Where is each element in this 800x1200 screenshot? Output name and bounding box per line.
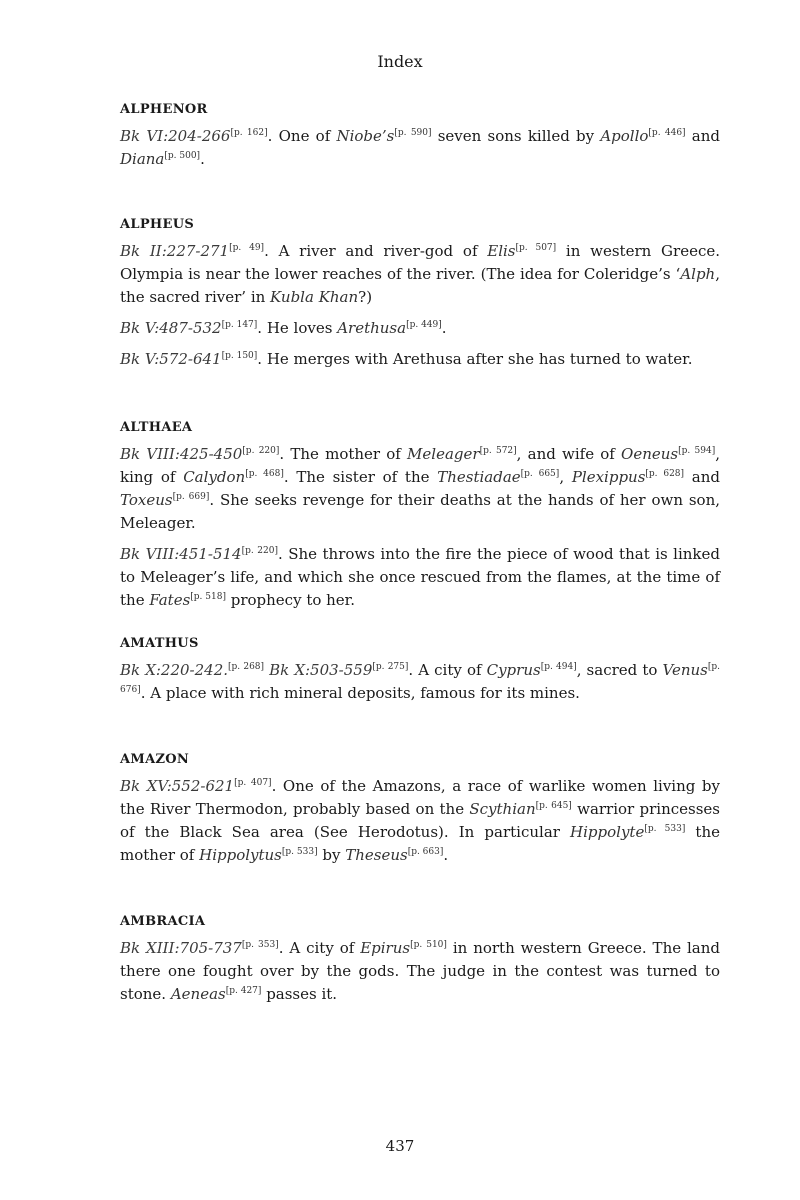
running-header: Index [377,52,423,71]
page-reference-link[interactable]: [p. 220] [241,546,278,556]
page-reference-link[interactable]: [p. 628] [645,469,685,479]
text: and [685,127,720,145]
text: . A place with rich mineral deposits, famous for its mines. [140,684,580,702]
text: . The mother of [279,445,408,463]
cross-reference-link[interactable]: Hippolyte [570,823,645,841]
index-entry-ambracia [120,914,720,1014]
entry-title: ALPHENOR [120,102,208,117]
text: warrior princesses of the Black Sea area (See Herodotus). In particular [120,800,720,841]
text: . [441,319,447,337]
italic-term: Kubla Khan [270,288,359,306]
cross-reference-link[interactable]: Theseus [345,846,408,864]
book-reference-link[interactable]: Bk VIII:425-450 [120,445,243,463]
page-number: 437 [385,1137,415,1155]
entry-paragraph [120,317,720,340]
text: . [443,846,449,864]
text: prophecy to her. [225,591,355,609]
page-reference-link[interactable]: [p. 518] [190,592,226,602]
text: . One of [267,127,337,145]
cross-reference-link[interactable]: Aeneas [170,985,226,1003]
book-reference-link[interactable]: Bk X:503-559 [269,661,373,679]
text: . A city of [278,939,361,957]
page-reference-link[interactable]: [p. 510] [410,940,447,950]
book-reference-link[interactable]: Bk V:487-532 [120,319,222,337]
cross-reference-link[interactable]: Plexippus [571,468,646,486]
page-reference-link[interactable]: [p. 533] [644,824,686,834]
text: by [317,846,346,864]
page-reference-link[interactable]: [p. 407] [234,778,272,788]
cross-reference-link[interactable]: Meleager [407,445,480,463]
cross-reference-link[interactable]: Epirus [360,939,411,957]
book-reference-link[interactable]: Bk X:220-242. [120,661,229,679]
page-reference-link[interactable]: [p. 275] [372,662,409,672]
text: , and wife of [516,445,622,463]
cross-reference-link[interactable]: Hippolytus [199,846,282,864]
text: passes it. [261,985,338,1003]
text: , sacred to [576,661,663,679]
page-reference-link[interactable]: [p. 507] [515,243,557,253]
text: the mother of [120,823,720,864]
entry-paragraph [120,348,720,371]
entry-paragraph [120,443,720,535]
cross-reference-link[interactable]: Scythian [469,800,536,818]
page-reference-link[interactable]: [p. 468] [245,469,284,479]
book-reference-link[interactable]: Bk VI:204-266 [120,127,231,145]
page-reference-link[interactable]: [p. 427] [225,986,262,996]
text: . One of the Amazons, a race of warlike women living by the River Thermodon, probably based on the [120,777,721,818]
page-reference-link[interactable]: [p. 645] [535,801,572,811]
book-reference-link[interactable]: Bk II:227-271 [120,242,230,260]
index-entry-alphenor [120,102,720,179]
text: and [684,468,720,486]
cross-reference-link[interactable]: Toxeus [120,491,173,509]
cross-reference-link[interactable]: Apollo [600,127,649,145]
text: seven sons killed by [431,127,601,145]
cross-reference-link[interactable]: Fates [149,591,191,609]
text: . The sister of the [283,468,438,486]
cross-reference-link[interactable]: Niobe’s [336,127,395,145]
entry-paragraph [120,125,720,171]
book-reference-link[interactable]: Bk XV:552-621 [120,777,235,795]
text: ?) [358,288,373,306]
italic-term: Alph [680,265,716,283]
page-reference-link[interactable]: [p. 268] [228,662,265,672]
cross-reference-link[interactable]: Calydon [183,468,246,486]
cross-reference-link[interactable]: Venus [662,661,708,679]
entry-paragraph [120,775,720,867]
book-reference-link[interactable]: Bk V:572-641 [120,350,222,368]
index-entry-amazon [120,752,720,875]
index-entry-alpheus [120,217,720,379]
text: , [559,468,572,486]
cross-reference-link[interactable]: Oeneus [621,445,679,463]
text: . She throws into the fire the piece of wood that is linked to Meleager’s life, and which she once rescued from the flames, at the time of the [120,545,720,609]
text: , king of [120,445,721,486]
cross-reference-link[interactable]: Diana [120,150,165,168]
text: . He loves [257,319,338,337]
page-reference-link[interactable]: [p. 663] [407,847,444,857]
entry-title: ALPHEUS [120,217,195,232]
page-reference-link[interactable]: [p. 590] [394,128,432,138]
page-reference-link[interactable]: [p. 150] [221,351,258,361]
cross-reference-link[interactable]: Thestiadae [437,468,521,486]
page-reference-link[interactable]: [p. 353] [241,940,279,950]
index-entry-amathus [120,636,720,713]
page-reference-link[interactable]: [p. 449] [406,320,442,330]
page-reference-link[interactable]: [p. 665] [520,469,560,479]
page-reference-link[interactable]: [p. 220] [242,446,280,456]
cross-reference-link[interactable]: Cyprus [486,661,541,679]
text: in western Greece. Olympia is near the lower reaches of the river. (The idea for Coleridge’s ‘ [120,242,720,283]
page-reference-link[interactable]: [p. 446] [648,128,686,138]
entry-paragraph [120,937,720,1006]
entry-paragraph [120,240,720,309]
entry-title: AMAZON [120,752,190,767]
text: in north western Greece. The land there one fought over by the gods. The judge in the contest was turned to stone. [120,939,721,1003]
index-entry-althaea [120,420,720,620]
page-reference-link[interactable]: [p. 594] [678,446,716,456]
page-reference-link[interactable]: [p. 533] [281,847,318,857]
page-reference-link[interactable]: [p. 669] [172,492,210,502]
text: . A city of [408,661,487,679]
page-reference-link[interactable]: [p. 162] [230,128,268,138]
entry-paragraph [120,659,720,705]
page-reference-link[interactable]: [p. 147] [221,320,258,330]
text: . She seeks revenge for their deaths at the hands of her own son, Meleager. [120,491,720,532]
cross-reference-link[interactable]: Arethusa [337,319,407,337]
page-reference-link[interactable]: [p. 572] [479,446,517,456]
entry-title: AMBRACIA [120,914,206,929]
text: . [200,150,205,168]
book-reference-link[interactable]: Bk XIII:705-737 [120,939,242,957]
entry-paragraph [120,543,720,612]
cross-reference-link[interactable]: Elis [487,242,516,260]
text: . A river and river-god of [264,242,488,260]
page-reference-link[interactable]: [p. 500] [164,151,201,161]
entry-title: AMATHUS [120,636,199,651]
book-reference-link[interactable]: Bk VIII:451-514 [120,545,242,563]
entry-title: ALTHAEA [120,420,193,435]
page-reference-link[interactable]: [p. 49] [229,243,265,253]
text: , the sacred river’ in [120,265,720,306]
page-reference-link[interactable]: [p. 494] [540,662,577,672]
text: . He merges with Arethusa after she has turned to water. [257,350,693,368]
page-reference-link[interactable]: [p. 676] [120,662,720,695]
